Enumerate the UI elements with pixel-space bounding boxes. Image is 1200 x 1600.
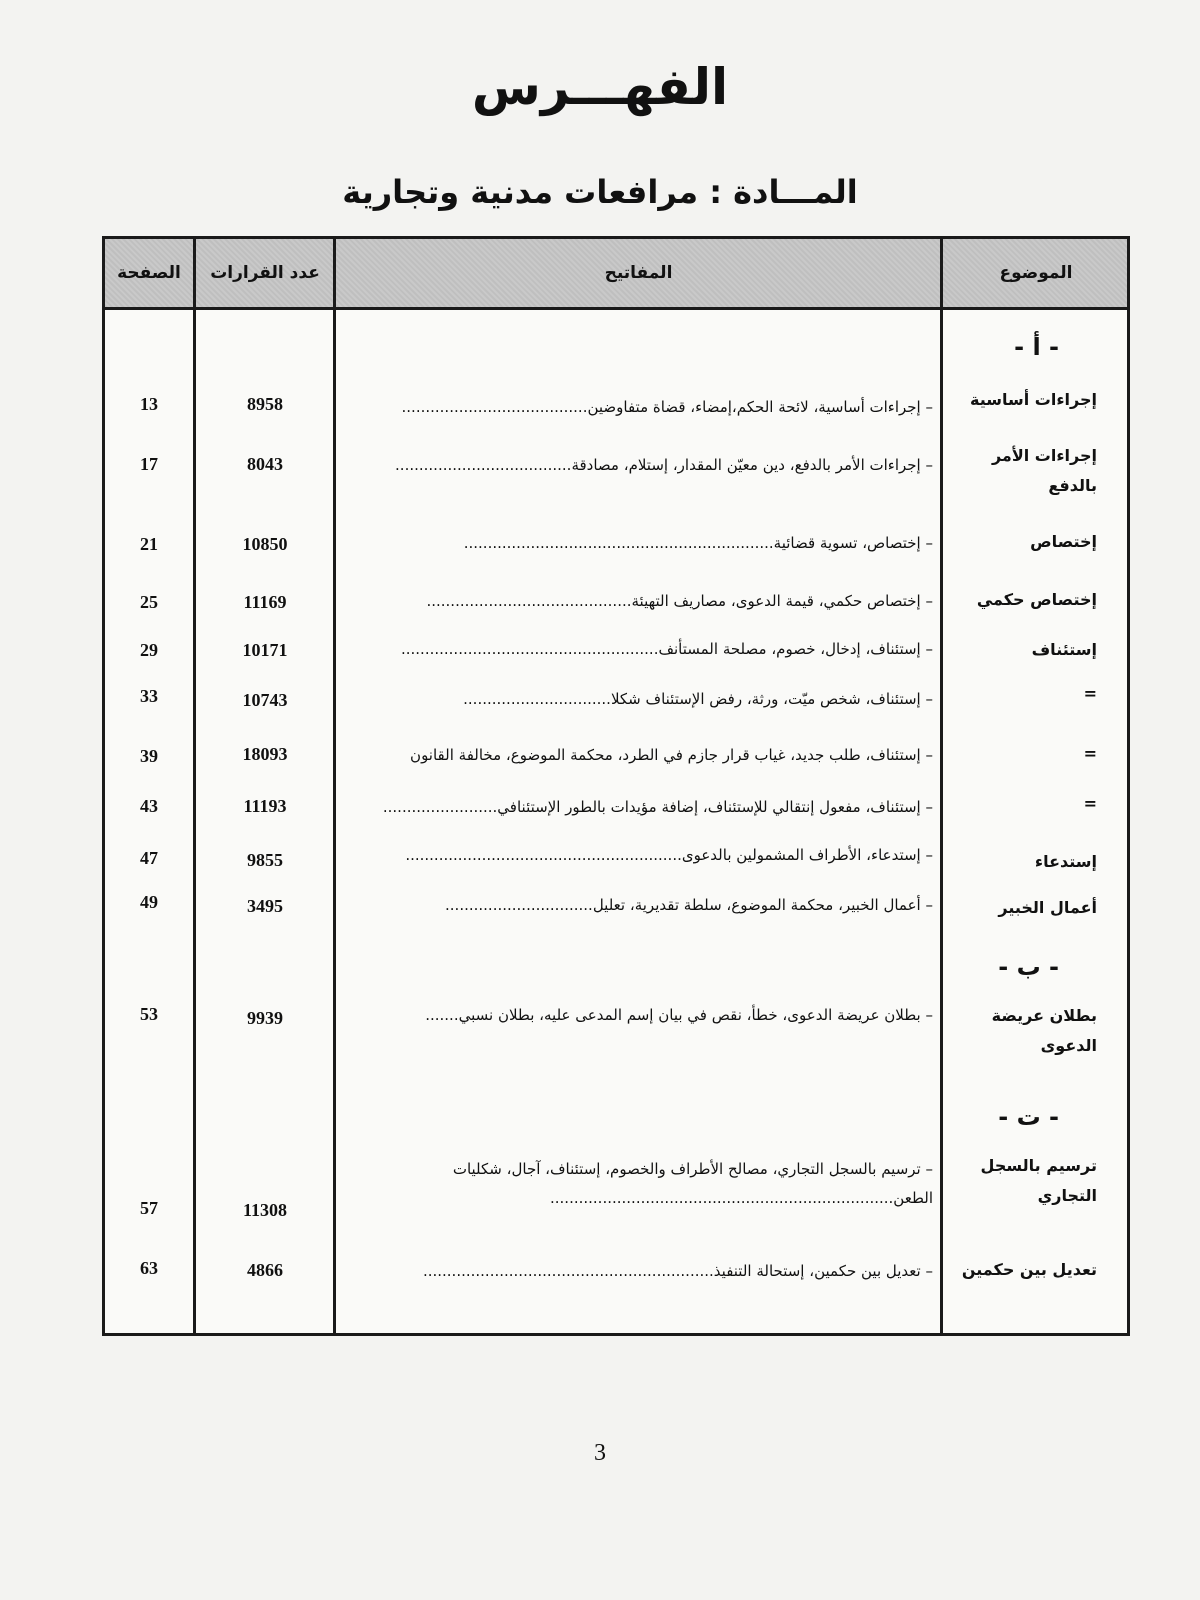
row-page: 33 <box>140 686 158 706</box>
row-keywords: – إستئناف، مفعول إنتقالي للإستئناف، إضافة مؤيدات بالطور الإستئنافي........................ <box>382 798 933 816</box>
row-decision-number: 11308 <box>242 1200 287 1220</box>
letter-marker: - ب - <box>998 953 1059 981</box>
row-keywords: – ترسيم بالسجل التجاري، مصالح الأطراف والخصوم، إستئناف، آجال، شكليات الطعن........................................................................ <box>452 1160 933 1207</box>
row-topic: = <box>1083 744 1097 763</box>
row-keywords: – إستئناف، إدخال، خصوم، مصلحة المستأنف...................................................... <box>400 640 933 658</box>
row-decision-number: 10171 <box>242 640 288 660</box>
row-decision-number: 10743 <box>242 690 288 710</box>
page-title: الفهـــرس <box>471 58 729 116</box>
header-topic: الموضوع <box>999 263 1073 283</box>
row-decision-number: 10850 <box>242 534 288 554</box>
row-page: 43 <box>140 796 158 816</box>
row-decision-number: 8958 <box>247 394 283 414</box>
column-divider <box>193 239 196 1333</box>
letter-marker: - ت - <box>998 1103 1059 1131</box>
row-topic: = <box>1083 794 1097 813</box>
row-decision-number: 9855 <box>247 850 283 870</box>
row-decision-number: 18093 <box>242 744 288 764</box>
row-topic: بطلان عريضة الدعوى <box>991 1006 1097 1056</box>
row-keywords: – إستدعاء، الأطراف المشمولين بالدعوى.......................................................... <box>405 846 933 864</box>
header-decision-number: عدد القرارات <box>210 263 320 283</box>
row-keywords: – إستئناف، شخص ميّت، ورثة، رفض الإستئناف شكلا............................... <box>463 690 933 708</box>
row-decision-number: 8043 <box>247 454 283 474</box>
row-keywords: – إجراءات أساسية، لائحة الحكم،إمضاء، قضاة متفاوضين....................................... <box>401 398 933 416</box>
index-table <box>102 236 1130 1336</box>
row-page: 39 <box>140 746 158 766</box>
row-keywords: – إجراءات الأمر بالدفع، دين معيّن المقدار، إستلام، مصادقة..................................... <box>395 456 933 474</box>
row-page: 13 <box>140 394 158 414</box>
column-divider <box>333 239 336 1333</box>
row-page: 17 <box>140 454 158 474</box>
row-page: 47 <box>140 848 158 868</box>
row-topic: إختصاص حكمي <box>976 590 1097 609</box>
row-keywords: – أعمال الخبير، محكمة الموضوع، سلطة تقديرية، تعليل............................... <box>445 896 933 914</box>
row-keywords: – تعديل بين حكمين، إستحالة التنفيذ............................................................. <box>422 1262 933 1280</box>
row-topic: إجراءات الأمر بالدفع <box>991 446 1097 496</box>
subject-heading: المـــادة : مرافعات مدنية وتجارية <box>342 173 858 211</box>
row-decision-number: 3495 <box>247 896 283 916</box>
row-keywords: – إستئناف، طلب جديد، غياب قرار جازم في الطرد، محكمة الموضوع، مخالفة القانون <box>410 746 933 764</box>
row-topic: إستدعاء <box>1034 852 1097 871</box>
row-page: 21 <box>140 534 158 554</box>
row-topic: ترسيم بالسجل التجاري <box>980 1156 1097 1206</box>
row-decision-number: 9939 <box>247 1008 283 1028</box>
row-page: 25 <box>140 592 158 612</box>
row-topic: إختصاص <box>1030 532 1097 551</box>
row-keywords: – إختصاص، تسوية قضائية................................................................. <box>463 534 933 552</box>
row-decision-number: 11193 <box>243 796 287 816</box>
row-keywords: – بطلان عريضة الدعوى، خطأ، نقص في بيان إسم المدعى عليه، بطلان نسبي....... <box>425 1006 933 1024</box>
row-page: 29 <box>140 640 158 660</box>
row-page: 57 <box>140 1198 158 1218</box>
row-page: 53 <box>140 1004 158 1024</box>
letter-marker: - أ - <box>1014 333 1059 361</box>
row-page: 49 <box>140 892 158 912</box>
row-decision-number: 4866 <box>247 1260 283 1280</box>
header-keywords: المفاتيح <box>604 263 673 283</box>
row-keywords: – إختصاص حكمي، قيمة الدعوى، مصاريف التهيئة........................................... <box>426 592 933 610</box>
row-topic: تعديل بين حكمين <box>961 1260 1097 1279</box>
page-number: 3 <box>594 1440 606 1466</box>
header-page: الصفحة <box>117 263 181 283</box>
row-topic: = <box>1083 684 1097 703</box>
column-divider <box>940 239 943 1333</box>
row-decision-number: 11169 <box>243 592 287 612</box>
row-topic: إستئناف <box>1031 640 1097 659</box>
row-page: 63 <box>140 1258 158 1278</box>
row-topic: أعمال الخبير <box>998 898 1097 917</box>
row-topic: إجراءات أساسية <box>970 390 1097 409</box>
